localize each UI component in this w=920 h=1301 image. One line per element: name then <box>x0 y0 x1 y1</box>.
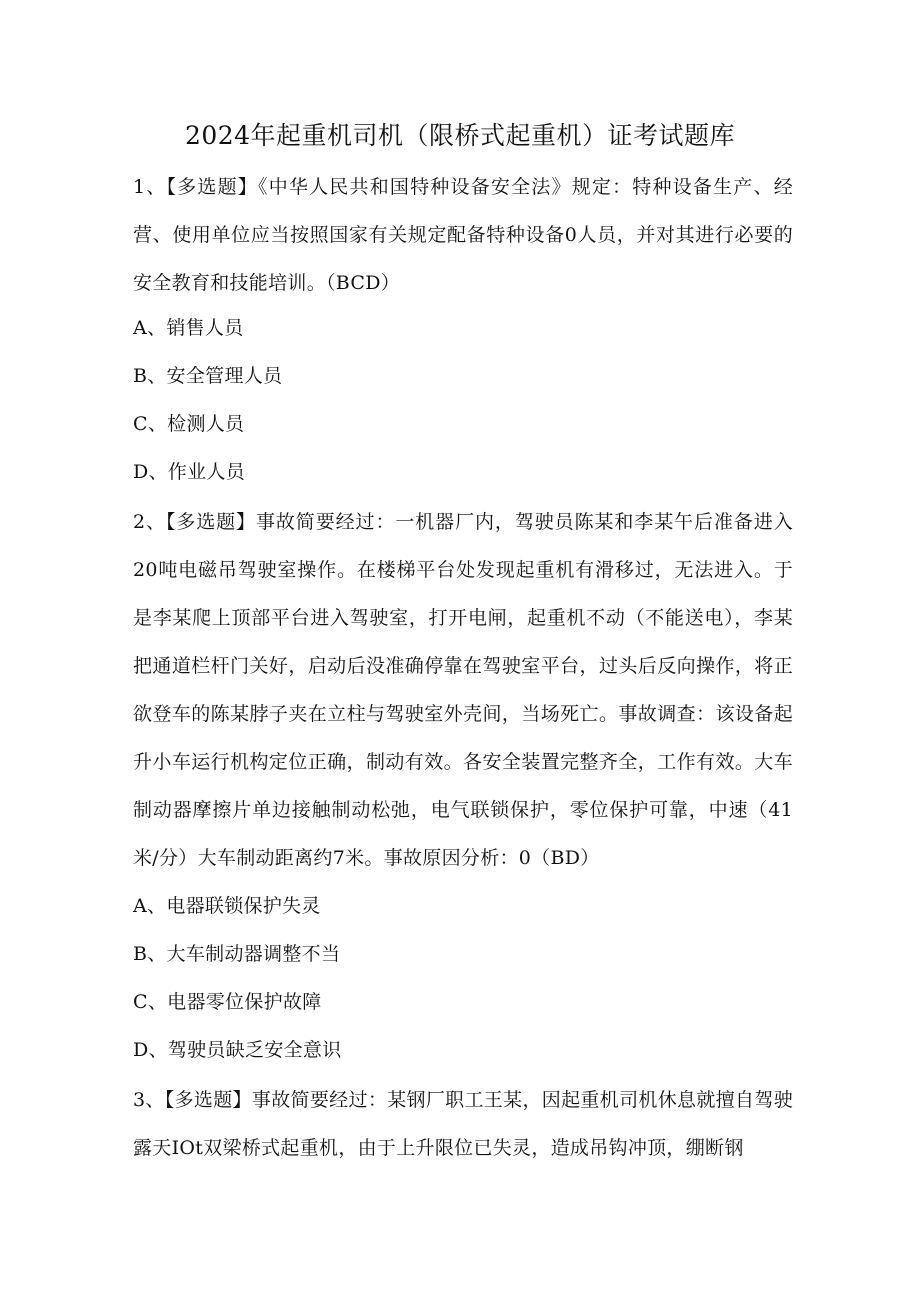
question-2-option-b: B、大车制动器调整不当 <box>133 943 341 965</box>
question-1-option-d: D、作业人员 <box>133 461 246 483</box>
question-1-option-c: C、检测人员 <box>133 413 245 435</box>
question-3-text: 3、【多选题】事故简要经过：某钢厂职工王某，因起重机司机休息就擅自驾驶露天IOt双梁桥式起重机，由于上升限位已失灵，造成吊钩冲顶，绷断钢 <box>133 1089 793 1159</box>
question-1-option-a: A、销售人员 <box>133 317 244 339</box>
question-1-option-b: B、安全管理人员 <box>133 365 283 387</box>
question-2-option-a: A、电器联锁保护失灵 <box>133 895 321 917</box>
question-1-text: 1、【多选题】《中华人民共和国特种设备安全法》规定：特种设备生产、经营、使用单位应当按照国家有关规定配备特种设备0人员，并对其进行必要的安全教育和技能培训。（BCD） <box>133 176 793 294</box>
document-title: 2024年起重机司机（限桥式起重机）证考试题库 <box>184 121 736 150</box>
question-2-option-d: D、驾驶员缺乏安全意识 <box>133 1039 342 1061</box>
question-2-option-c: C、电器零位保护故障 <box>133 991 322 1013</box>
question-2-text: 2、【多选题】事故简要经过：一机器厂内，驾驶员陈某和李某午后准备进入20吨电磁吊驾驶室操作。在楼梯平台处发现起重机有滑移过，无法进入。于是李某爬上顶部平台进入驾驶室，打开电闸，起重机不动（不能送电），李某把通道栏杆门关好，启动后没准确停靠在驾驶室平台，过头后反向操作，将正欲登车的陈某脖子夹在立柱与驾驶室外壳间，当场死亡。事故调查：该设备起升小车运行机构定位正确，制动有效。各安全装置完整齐全，工作有效。大车制动器摩擦片单边接触制动松弛，电气联锁保护，零位保护可靠，中速（41米/分）大车制动距离约7米。事故原因分析：0（BD） <box>133 511 793 869</box>
